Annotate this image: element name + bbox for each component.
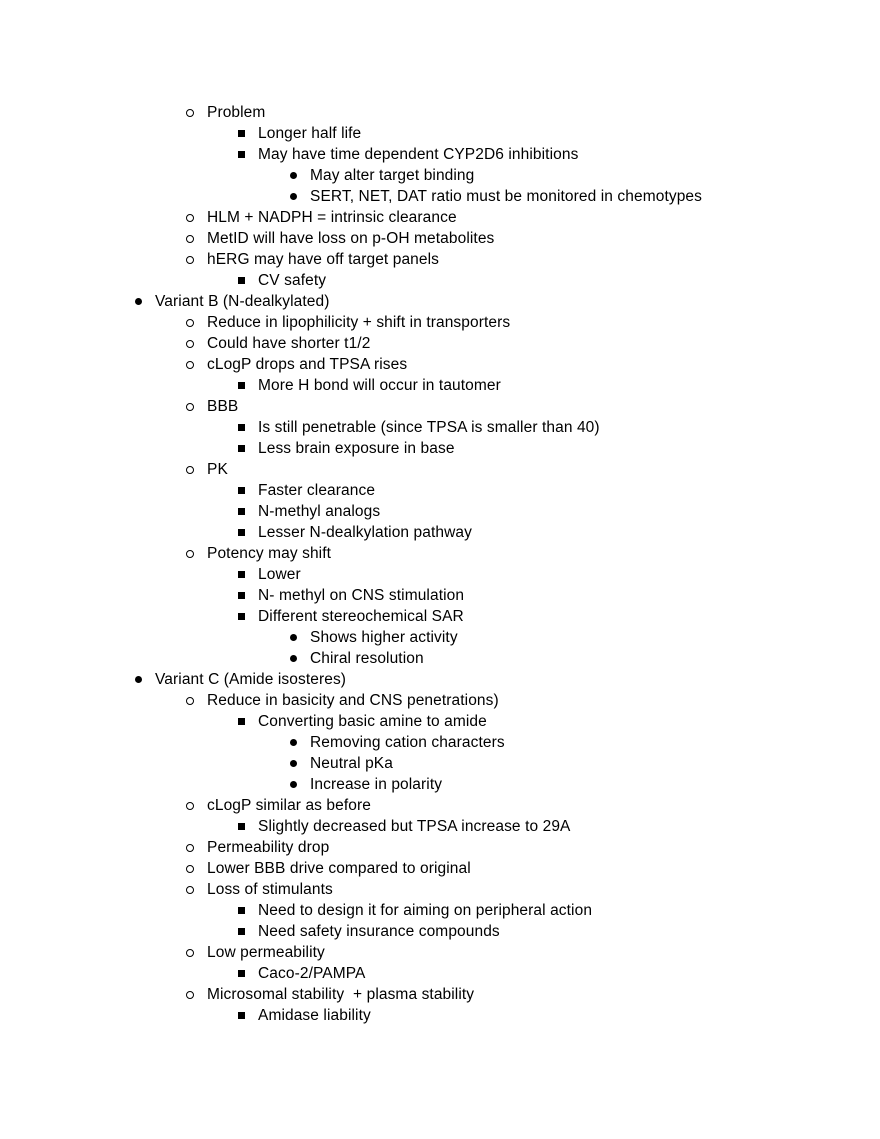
list-item-text: Loss of stimulants	[207, 881, 333, 898]
bullet-square-icon	[234, 438, 248, 459]
list-item	[0, 858, 880, 879]
bullet-circle-icon	[183, 228, 197, 249]
bullet-square-icon	[234, 480, 248, 501]
list-item	[0, 480, 880, 501]
list-item	[0, 732, 880, 753]
list-item	[0, 228, 880, 249]
list-item-text: Removing cation characters	[310, 734, 505, 751]
bullet-square-icon	[234, 816, 248, 837]
list-item	[0, 459, 880, 480]
list-item-text: Amidase liability	[258, 1007, 371, 1024]
list-item	[0, 816, 880, 837]
list-item-text: Reduce in lipophilicity + shift in transporters	[207, 314, 511, 331]
list-item-text: May have time dependent CYP2D6 inhibitions	[258, 146, 579, 163]
list-item-text: Need safety insurance compounds	[258, 923, 500, 940]
list-item-text: hERG may have off target panels	[207, 251, 439, 268]
bullet-square-icon	[234, 606, 248, 627]
bullet-circle-icon	[183, 837, 197, 858]
list-item-text: Longer half life	[258, 125, 362, 142]
list-item-text: Slightly decreased but TPSA increase to 29A	[258, 818, 571, 835]
list-item-text: N-methyl analogs	[258, 503, 381, 520]
list-item-text: Could have shorter t1/2	[207, 335, 371, 352]
list-item-text: Low permeability	[207, 944, 325, 961]
list-item	[0, 711, 880, 732]
list-item	[0, 396, 880, 417]
list-item-text: Less brain exposure in base	[258, 440, 455, 457]
list-item	[0, 186, 880, 207]
bullet-square-icon	[234, 900, 248, 921]
list-item-text: Faster clearance	[258, 482, 376, 499]
bullet-square-icon	[234, 564, 248, 585]
list-item	[0, 879, 880, 900]
bullet-circle-icon	[183, 333, 197, 354]
list-item-text: Chiral resolution	[310, 650, 424, 667]
list-item-text: cLogP similar as before	[207, 797, 371, 814]
bullet-square-icon	[234, 501, 248, 522]
list-item	[0, 354, 880, 375]
list-item	[0, 921, 880, 942]
bullet-square-icon	[234, 711, 248, 732]
list-item	[0, 417, 880, 438]
list-item-text: Variant C (Amide isosteres)	[155, 671, 347, 688]
list-item	[0, 1005, 880, 1026]
list-item	[0, 102, 880, 123]
list-item	[0, 375, 880, 396]
bullet-disc-icon	[131, 669, 145, 690]
outline-list	[0, 102, 880, 1026]
list-item-text: MetID will have loss on p-OH metabolites	[207, 230, 495, 247]
bullet-square-icon	[234, 417, 248, 438]
list-item	[0, 753, 880, 774]
list-item-text: Converting basic amine to amide	[258, 713, 487, 730]
bullet-square-icon	[234, 522, 248, 543]
list-item	[0, 333, 880, 354]
list-item-text: Lower BBB drive compared to original	[207, 860, 471, 877]
list-item	[0, 564, 880, 585]
bullet-disc-icon	[131, 291, 145, 312]
list-item	[0, 963, 880, 984]
list-item	[0, 144, 880, 165]
bullet-circle-icon	[183, 396, 197, 417]
bullet-square-icon	[234, 963, 248, 984]
list-item-text: Reduce in basicity and CNS penetrations)	[207, 692, 499, 709]
bullet-square-icon	[234, 921, 248, 942]
bullet-disc-icon	[286, 165, 300, 186]
bullet-circle-icon	[183, 207, 197, 228]
bullet-disc-icon	[286, 627, 300, 648]
bullet-square-icon	[234, 375, 248, 396]
list-item	[0, 795, 880, 816]
bullet-square-icon	[234, 1005, 248, 1026]
bullet-circle-icon	[183, 102, 197, 123]
bullet-circle-icon	[183, 795, 197, 816]
list-item	[0, 900, 880, 921]
bullet-circle-icon	[183, 690, 197, 711]
bullet-disc-icon	[286, 753, 300, 774]
bullet-square-icon	[234, 270, 248, 291]
bullet-circle-icon	[183, 858, 197, 879]
bullet-circle-icon	[183, 942, 197, 963]
bullet-disc-icon	[286, 774, 300, 795]
list-item	[0, 648, 880, 669]
list-item	[0, 207, 880, 228]
bullet-square-icon	[234, 585, 248, 606]
list-item-text: May alter target binding	[310, 167, 475, 184]
bullet-square-icon	[234, 144, 248, 165]
list-item	[0, 165, 880, 186]
bullet-disc-icon	[286, 186, 300, 207]
bullet-square-icon	[234, 123, 248, 144]
list-item	[0, 837, 880, 858]
list-item	[0, 690, 880, 711]
list-item	[0, 249, 880, 270]
list-item-text: SERT, NET, DAT ratio must be monitored in chemotypes	[310, 188, 702, 205]
bullet-circle-icon	[183, 879, 197, 900]
list-item	[0, 669, 880, 690]
list-item	[0, 522, 880, 543]
list-item	[0, 438, 880, 459]
bullet-disc-icon	[286, 648, 300, 669]
list-item-text: Shows higher activity	[310, 629, 458, 646]
list-item	[0, 606, 880, 627]
list-item-text: PK	[207, 461, 228, 478]
list-item-text: HLM + NADPH = intrinsic clearance	[207, 209, 457, 226]
list-item-text: Neutral pKa	[310, 755, 393, 772]
list-item-text: Microsomal stability + plasma stability	[207, 986, 475, 1003]
bullet-circle-icon	[183, 249, 197, 270]
list-item-text: Variant B (N-dealkylated)	[155, 293, 330, 310]
list-item-text: Is still penetrable (since TPSA is smaller than 40)	[258, 419, 600, 436]
list-item-text: More H bond will occur in tautomer	[258, 377, 501, 394]
list-item	[0, 291, 880, 312]
list-item	[0, 942, 880, 963]
bullet-circle-icon	[183, 312, 197, 333]
list-item	[0, 984, 880, 1005]
list-item-text: Different stereochemical SAR	[258, 608, 464, 625]
list-item	[0, 501, 880, 522]
list-item	[0, 312, 880, 333]
list-item	[0, 627, 880, 648]
list-item-text: BBB	[207, 398, 239, 415]
bullet-circle-icon	[183, 354, 197, 375]
list-item	[0, 270, 880, 291]
list-item-text: Lower	[258, 566, 301, 583]
list-item-text: Need to design it for aiming on peripheral action	[258, 902, 593, 919]
list-item-text: Potency may shift	[207, 545, 332, 562]
list-item	[0, 585, 880, 606]
list-item-text: cLogP drops and TPSA rises	[207, 356, 408, 373]
bullet-circle-icon	[183, 459, 197, 480]
list-item	[0, 774, 880, 795]
list-item-text: Caco-2/PAMPA	[258, 965, 366, 982]
list-item	[0, 123, 880, 144]
list-item-text: CV safety	[258, 272, 327, 289]
list-item-text: Problem	[207, 104, 266, 121]
list-item-text: N- methyl on CNS stimulation	[258, 587, 465, 604]
bullet-circle-icon	[183, 984, 197, 1005]
list-item-text: Lesser N-dealkylation pathway	[258, 524, 472, 541]
bullet-disc-icon	[286, 732, 300, 753]
list-item-text: Permeability drop	[207, 839, 330, 856]
list-item	[0, 543, 880, 564]
bullet-circle-icon	[183, 543, 197, 564]
list-item-text: Increase in polarity	[310, 776, 443, 793]
